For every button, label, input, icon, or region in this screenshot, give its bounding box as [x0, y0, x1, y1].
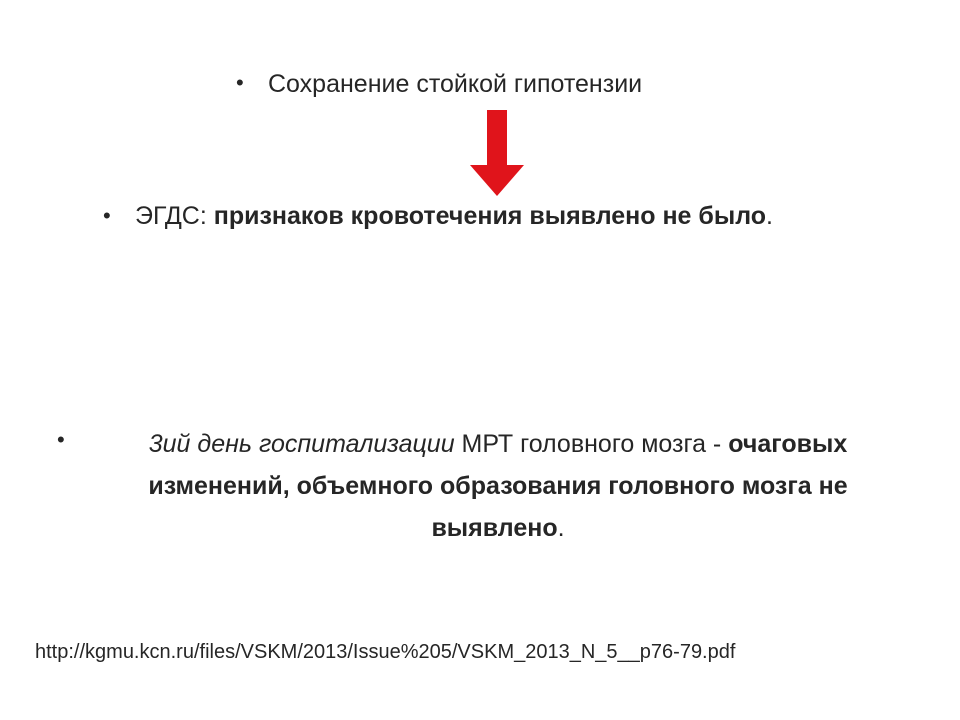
bullet-hypotension-text: Сохранение стойкой гипотензии: [268, 70, 643, 98]
mri-finding-3: выявлено: [431, 514, 558, 542]
mri-finding-2: изменений, объемного образования головного мозга не: [148, 472, 848, 500]
bullet-icon: •: [103, 203, 111, 228]
egds-finding: признаков кровотечения выявлено не было: [213, 202, 767, 230]
mri-day: 3ий день госпитализации: [148, 430, 455, 458]
mri-label: МРТ головного мозга -: [454, 430, 729, 458]
source-url: http://kgmu.kcn.ru/files/VSKM/2013/Issue%205/VSKM_2013_N_5__p76-79.pdf: [35, 641, 736, 663]
arrow-down-icon: [470, 110, 524, 196]
mri-suffix: .: [557, 514, 565, 542]
bullet-icon: •: [236, 70, 244, 95]
egds-prefix: ЭГДС:: [135, 202, 214, 230]
bullet-hypotension: [268, 68, 642, 102]
egds-suffix: .: [766, 202, 773, 230]
bullet-egds: [135, 200, 773, 234]
bullet-icon: •: [57, 427, 65, 452]
mri-finding-1: очаговых: [728, 430, 848, 458]
bullet-mri: [88, 423, 908, 549]
